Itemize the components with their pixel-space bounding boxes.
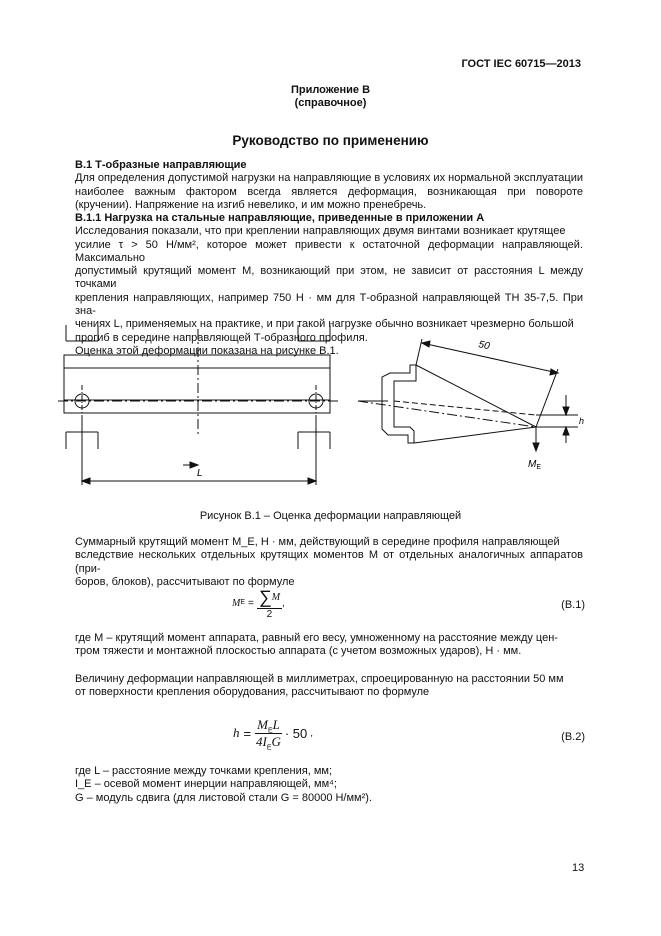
legend-line-ie: I_E – осевой момент инерции направляющей, мм⁴; xyxy=(75,778,337,791)
formula-b2-den-sub: E xyxy=(266,744,272,752)
formula-b2 xyxy=(233,713,313,753)
me-arrowhead xyxy=(533,443,539,451)
paragraph-total-torque xyxy=(75,536,583,589)
paragraph-torque-definition-line1: где M – крутящий момент аппарата, равный его весу, умноженному на расстояние между цен- xyxy=(75,632,558,644)
rail-body xyxy=(64,355,330,413)
section-b11-heading: В.1.1 Нагрузка на стальные направляющие, приведенные в приложении А xyxy=(75,212,485,224)
formula-b1-lhs: M xyxy=(232,597,241,609)
formula-b2-num-sub: E xyxy=(267,727,273,735)
annex-subtitle: (справочное) xyxy=(294,97,367,109)
formula-b1-num: M xyxy=(271,591,281,603)
formula-b2-fraction xyxy=(255,717,282,750)
right-bottom-flange xyxy=(298,432,330,449)
section-b11-line6: прогиб в середине направляющей Т-образного профиля. xyxy=(75,331,368,344)
formula-b2-number: (В.2) xyxy=(561,731,585,743)
label-me-sub: E xyxy=(536,464,542,471)
legend-line-l: где L – расстояние между точками крепления, мм; xyxy=(75,765,333,777)
paragraph-total-torque-line2: вследствие нескольких отдельных крутящих моментов M от отдельных аналогичных аппаратов (при- xyxy=(75,549,583,575)
section-b11-line4: крепления направляющих, например 750 Н · мм для Т-образной направляющей ТН 35-7,5. При зна- xyxy=(75,291,583,318)
figure-rail-deformation xyxy=(58,325,598,495)
formula-b2-num-tail: L xyxy=(272,716,280,732)
paragraph-total-torque-line1: Суммарный крутящий момент M_E, Н · мм, действующий в середине профиля направляющей xyxy=(75,536,560,548)
label-me xyxy=(528,459,541,471)
formula-b1-numerator xyxy=(257,587,282,609)
annex-heading xyxy=(0,84,661,110)
section-b11-line5: чениях L, применяемых на практике, и при такой нагрузке обычно возникает чрезмерно большой xyxy=(75,318,574,331)
section-b1 xyxy=(75,159,583,212)
section-b11-line3: допустимый крутящий момент M, возникающий при этом, не зависит от расстояния L между точками xyxy=(75,265,583,291)
right-top-flange xyxy=(298,325,330,341)
label-50: 50 xyxy=(477,339,491,353)
paragraph-torque-definition xyxy=(75,632,583,659)
label-h: h xyxy=(579,416,585,426)
label-me-main: M xyxy=(528,459,537,470)
label-l: L xyxy=(197,468,203,479)
profile-taper-top xyxy=(416,365,536,427)
formula-b1-fraction xyxy=(257,587,282,620)
left-top-flange xyxy=(66,325,98,341)
main-title: Руководство по применению xyxy=(232,133,429,148)
formula-b1-number: (В.1) xyxy=(561,599,585,611)
section-b11-line7: Оценка этой деформации показана на рисунке В.1. xyxy=(75,344,339,357)
figure-caption: Рисунок В.1 – Оценка деформации направляющей xyxy=(199,510,462,522)
formula-b2-denominator xyxy=(256,734,281,750)
formula-b2-num: M xyxy=(257,716,268,732)
legend-line-g: G – модуль сдвига (для листовой стали G = 80000 Н/мм²). xyxy=(75,791,372,804)
formula-b2-numerator xyxy=(255,717,282,734)
dim-h-arrows xyxy=(563,407,569,435)
profile-deflected xyxy=(394,401,536,415)
formula-b1-den: 2 xyxy=(266,608,273,620)
dim-50-line xyxy=(422,343,558,373)
formula-b1-tail: , xyxy=(282,597,285,609)
formula-b2-den: 4I xyxy=(256,733,267,749)
formula-b1: M E = ∑ M 2 , xyxy=(232,586,285,620)
section-b11-line1: Исследования показали, что при креплении направляющих двумя винтами возникает крутящее xyxy=(75,225,566,238)
formula-b2-lhs: h xyxy=(233,725,240,740)
paragraph-total-torque-line3: боров, блоков), рассчитывают по формуле xyxy=(75,575,295,588)
section-b1-heading: В.1 Т-образные направляющие xyxy=(75,159,247,171)
formula-b2-den-tail: G xyxy=(271,733,281,749)
document-header: ГОСТ IEC 60715—2013 xyxy=(461,58,581,70)
formula-b2-eq: = xyxy=(243,725,252,741)
paragraph-torque-definition-line2: тром тяжести и монтажной плоскостью аппарата (с учетом возможных ударов), Н · мм. xyxy=(75,645,522,658)
dim-50-ext-right xyxy=(536,369,558,427)
paragraph-deformation xyxy=(75,673,583,700)
formula-b1-eq: = xyxy=(248,597,254,609)
formula-b2-mult: · 50 xyxy=(284,725,308,741)
profile-axis xyxy=(358,401,536,427)
profile-taper-bottom xyxy=(414,427,536,443)
formula-b1-sum: ∑ xyxy=(258,586,272,607)
formula-b2-tail: , xyxy=(310,727,314,739)
paragraph-deformation-line1: Величину деформации направляющей в миллиметрах, спроецированную на расстоянии 50 мм xyxy=(75,673,564,685)
section-b11-line2: усилие τ > 50 Н/мм², которое может привести к остаточной деформации направляющей. Максимально xyxy=(75,238,583,264)
paragraph-deformation-line2: от поверхности крепления оборудования, рассчитывают по формуле xyxy=(75,686,430,699)
formula-legend xyxy=(75,765,583,805)
page-number: 13 xyxy=(572,862,585,874)
t-profile-section xyxy=(382,365,416,443)
dim-50-ext-left xyxy=(416,339,422,365)
section-b1-text: Для определения допустимой нагрузки на направляющие в условиях их нормальной эксплуатации наиболее важным фактором всегда является деформация, возникающая при повороте (кручении). Напряжение на изгиб невелико, и им можно пренебречь. xyxy=(75,172,583,211)
annex-title: Приложение В xyxy=(290,84,371,96)
